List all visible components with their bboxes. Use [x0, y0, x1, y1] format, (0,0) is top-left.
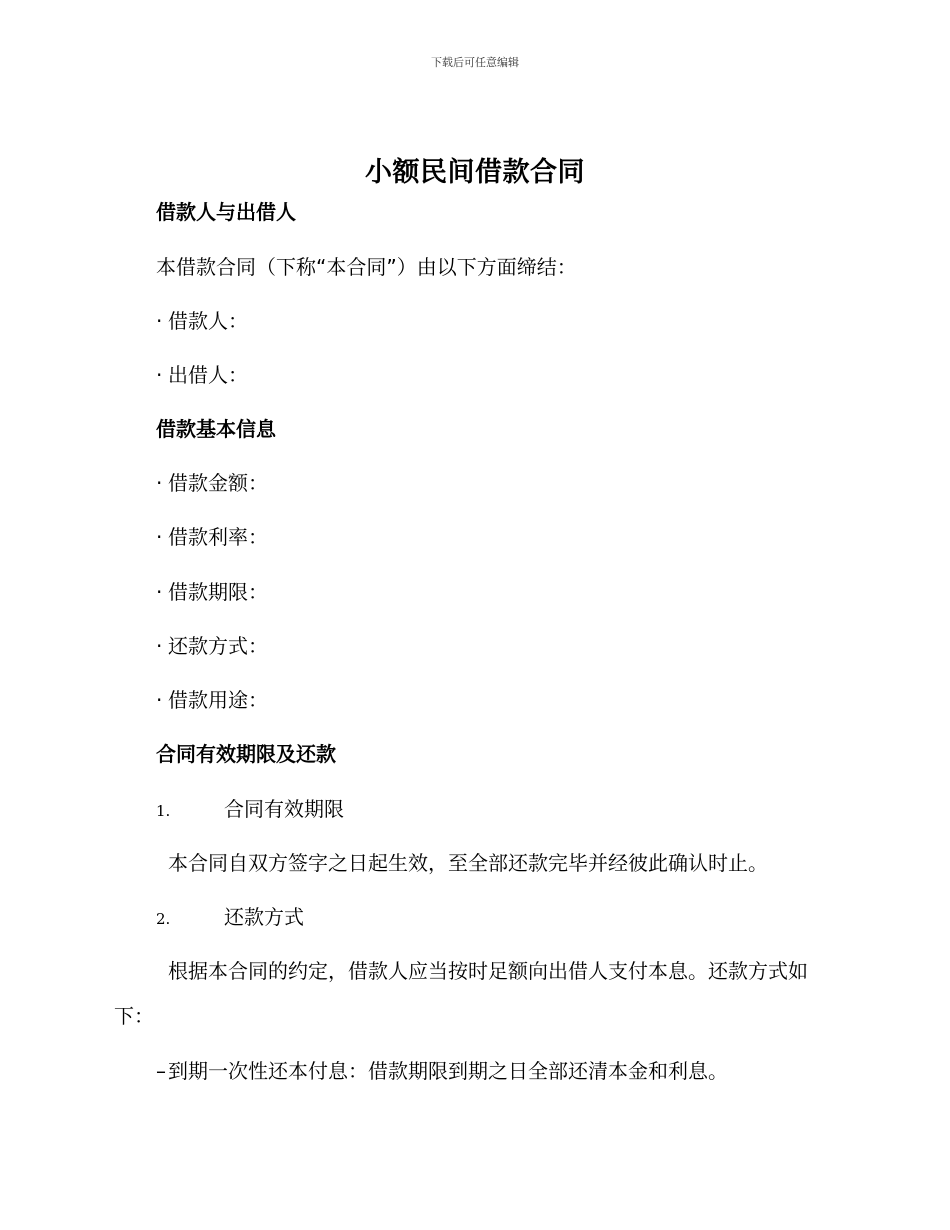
bullet: · [156, 363, 163, 387]
paragraph: 根据本合同的约定，借款人应当按时足额向出借人支付本息。还款方式如下： [114, 959, 808, 1028]
list-item [156, 578, 268, 606]
section-heading-validity: 合同有效期限及还款 [156, 742, 336, 766]
dash-item-text: 到期一次性还本付息：借款期限到期之日全部还清本金和利息。 [168, 1059, 728, 1083]
bullet: · [156, 580, 163, 604]
item-number: 1. [156, 802, 171, 820]
list-item-label: 借款期限： [168, 580, 268, 604]
list-item-label: 还款方式： [168, 634, 268, 658]
list-item [156, 361, 248, 389]
bullet: · [156, 688, 163, 712]
dash: – [156, 1059, 166, 1083]
list-item [156, 469, 268, 497]
list-item [156, 632, 268, 660]
bullet: · [156, 471, 163, 495]
numbered-item [156, 795, 344, 825]
bullet: · [156, 309, 163, 333]
header-note: 下载后可任意编辑 [431, 56, 519, 69]
dash-list-item [156, 1057, 728, 1085]
paragraph: 本合同自双方签字之日起生效，至全部还款完毕并经彼此确认时止。 [168, 851, 768, 875]
document-title: 小额民间借款合同 [365, 157, 585, 188]
list-item-label: 借款人： [168, 309, 248, 333]
list-item-label: 出借人： [168, 363, 248, 387]
list-item-label: 借款金额： [168, 471, 268, 495]
item-title: 合同有效期限 [224, 797, 344, 821]
section-heading-parties: 借款人与出借人 [156, 200, 296, 224]
numbered-item [156, 903, 304, 933]
bullet: · [156, 634, 163, 658]
list-item [156, 686, 268, 714]
list-item-label: 借款利率： [168, 525, 268, 549]
list-item-label: 借款用途： [168, 688, 268, 712]
section-heading-loan-info: 借款基本信息 [156, 417, 276, 441]
bullet: · [156, 525, 163, 549]
item-title: 还款方式 [224, 905, 304, 929]
intro-paragraph: 本借款合同（下称“本合同”）由以下方面缔结： [156, 255, 577, 279]
item-number: 2. [156, 910, 171, 928]
list-item [156, 307, 248, 335]
list-item [156, 523, 268, 551]
